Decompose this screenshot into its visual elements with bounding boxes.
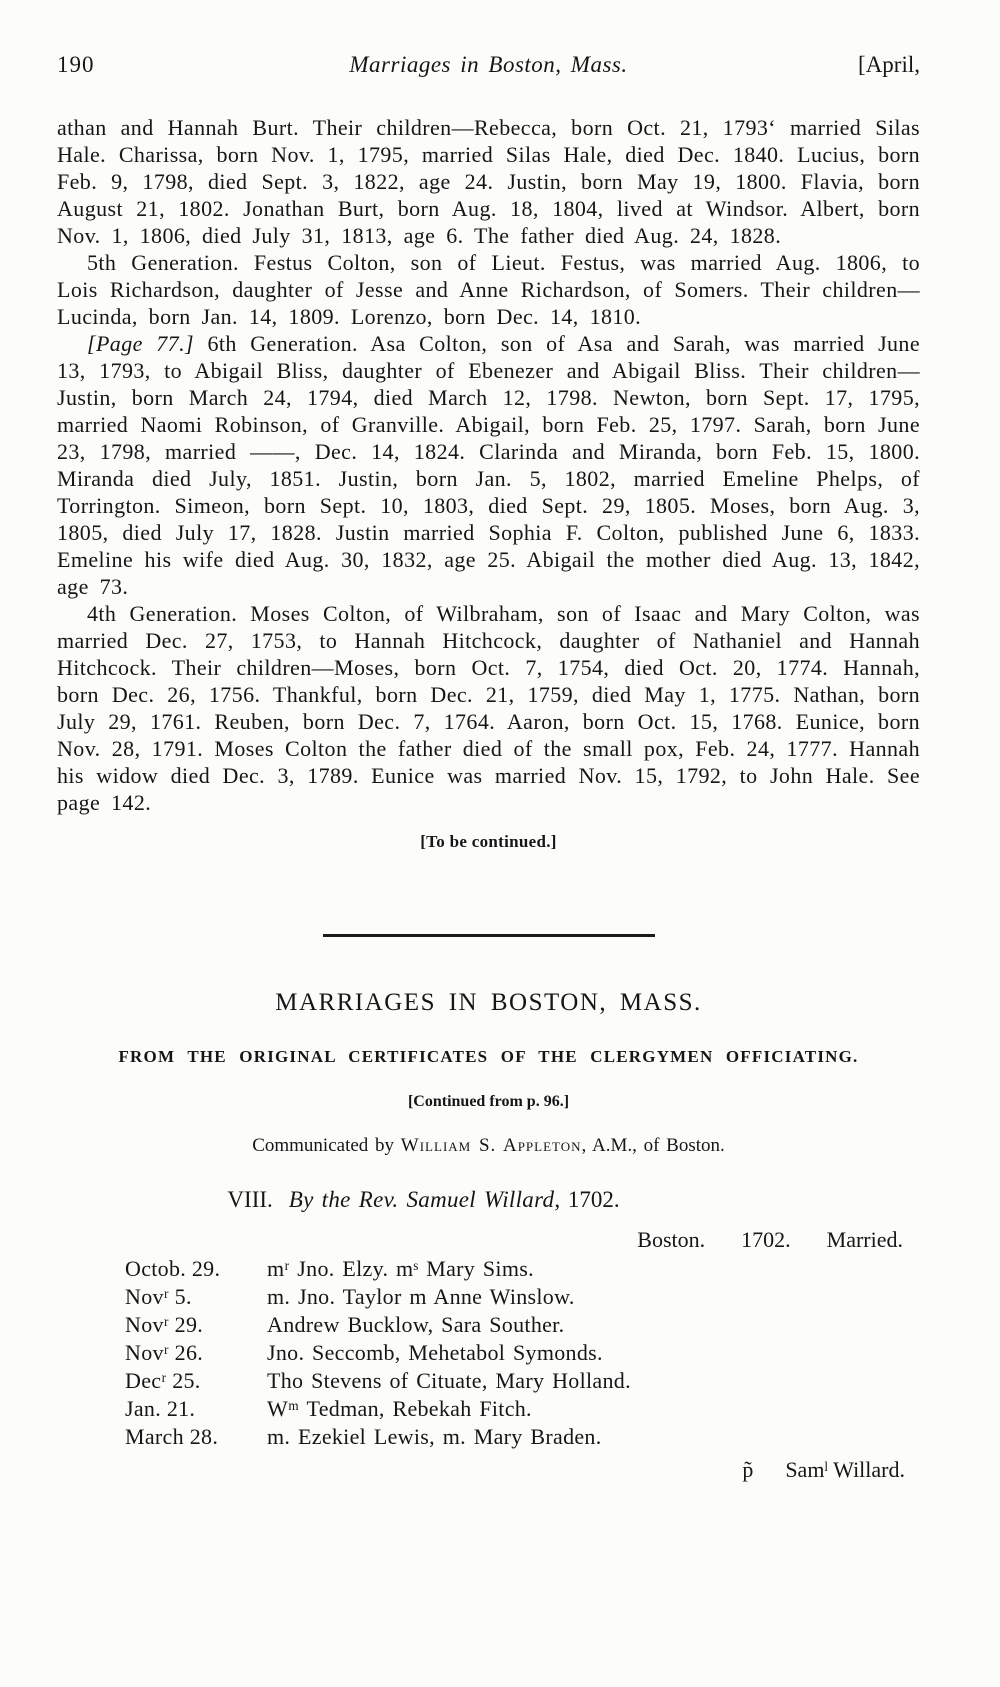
record-row [125, 1339, 920, 1367]
paragraph-5th-generation: 5th Generation. Festus Colton, son of Lieut. Festus, was married Aug. 1806, to Lois Richardson, daughter of Jesse and Anne Richardson, of Somers. Their children—Lucinda, born Jan. 14, 1809. Lorenzo, born Dec. 14, 1810. [57, 250, 920, 329]
record-names: Tho Stevens of Cituate, Mary Holland. [267, 1368, 631, 1393]
record-date: Decʳ 25. [125, 1368, 201, 1393]
record-row [125, 1423, 920, 1451]
record-header-year: 1702. [741, 1227, 791, 1252]
paragraph-burt-family: athan and Hannah Burt. Their children—Rebecca, born Oct. 21, 1793‘ married Silas Hale. Charissa, born Nov. 1, 1795, married Silas Hale, died Dec. 1840. Lucius, born Feb. 9, 1798, died Sept. 3, 1822, age 24. Justin, born May 19, 1800. Flavia, born August 21, 1802. Jonathan Burt, born Aug. 18, 1804, lived at Windsor. Albert, born Nov. 1, 1806, died July 31, 1813, age 6. The father died Aug. 24, 1828. [57, 115, 920, 248]
section-divider-rule [323, 934, 655, 937]
section-title: MARRIAGES IN BOSTON, MASS. [275, 989, 702, 1016]
genealogy-text [57, 114, 920, 816]
signer-name: Samˡ Willard. [785, 1457, 905, 1482]
record-date: March 28. [125, 1424, 219, 1449]
section-subtitle: FROM THE ORIGINAL CERTIFICATES OF THE CLERGYMEN OFFICIATING. [118, 1047, 859, 1066]
to-be-continued-note: [To be continued.] [420, 832, 557, 851]
record-header [57, 1227, 903, 1253]
record-names: Jno. Seccomb, Mehetabol Symonds. [267, 1340, 603, 1365]
record-names: mʳ Jno. Elzy. mˢ Mary Sims. [267, 1256, 534, 1281]
record-header-place: Boston. [637, 1227, 706, 1252]
page-reference: [Page 77.] [87, 331, 194, 356]
marriage-records-list [125, 1255, 920, 1451]
record-names: Wᵐ Tedman, Rebekah Fitch. [267, 1396, 532, 1421]
record-names: m. Jno. Taylor m Anne Winslow. [267, 1284, 575, 1309]
record-names: m. Ezekiel Lewis, m. Mary Braden. [267, 1424, 602, 1449]
contributor-name: William S. Appleton [400, 1135, 582, 1156]
paragraph-6th-generation-text: 6th Generation. Asa Colton, son of Asa and Sarah, was married June 13, 1793, to Abigail Bliss, daughter of Ebenezer and Abigail Bliss. Their children—Justin, born March 24, 1794, died March 12, 1798. Newton, born Sept. 17, 1795, married Naomi Robinson, of Granville. Abigail, born Feb. 25, 1797. Sarah, born June 23, 1798, married ——, Dec. 14, 1824. Clarinda and Miranda, born Feb. 15, 1800. Miranda died July, 1851. Justin, born Jan. 5, 1802, married Emeline Phelps, of Torrington. Simeon, born Sept. 10, 1803, died Sept. 29, 1805. Moses, born Aug. 3, 1805, died July 17, 1828. Justin married Sophia F. Colton, published June 6, 1833. Emeline his wife died Aug. 30, 1832, age 25. Abigail the mother died Aug. 13, 1842, age 73. [57, 331, 920, 599]
running-title: Marriages in Boston, Mass. [349, 52, 628, 77]
record-row [125, 1367, 920, 1395]
per-abbreviation: p̃ [742, 1457, 754, 1482]
page-number: 190 [57, 52, 95, 77]
record-date: Novʳ 26. [125, 1340, 204, 1365]
record-date: Novʳ 5. [125, 1284, 192, 1309]
issue-date: [April, [858, 52, 920, 77]
record-header-married-label: Married. [826, 1227, 903, 1252]
record-date: Jan. 21. [125, 1396, 196, 1421]
communicated-suffix: , A.M., of Boston. [581, 1135, 725, 1156]
entry-number: VIII. [227, 1187, 273, 1212]
continued-from-note: [Continued from p. 96.] [407, 1093, 570, 1110]
entry-heading [57, 1187, 790, 1213]
paragraph-6th-generation [57, 330, 920, 600]
record-row [125, 1311, 920, 1339]
communicated-prefix: Communicated by [252, 1135, 401, 1156]
record-date: Octob. 29. [125, 1256, 221, 1281]
entry-title: By the Rev. Samuel Willard [288, 1187, 555, 1212]
record-row [125, 1395, 920, 1423]
record-names: Andrew Bucklow, Sara Souther. [267, 1312, 565, 1337]
record-row [125, 1255, 920, 1283]
communicated-line [57, 1135, 920, 1157]
record-date: Novʳ 29. [125, 1312, 204, 1337]
clergyman-signature [57, 1457, 905, 1483]
entry-year: , 1702. [554, 1187, 620, 1212]
paragraph-4th-generation: 4th Generation. Moses Colton, of Wilbraham, son of Isaac and Mary Colton, was married Dec. 27, 1753, to Hannah Hitchcock, daughter of Nathaniel and Hannah Hitchcock. Their children—Moses, born Oct. 7, 1754, died Oct. 20, 1774. Hannah, born Dec. 26, 1756. Thankful, born Dec. 21, 1759, died May 1, 1775. Nathan, born July 29, 1761. Reuben, born Dec. 7, 1764. Aaron, born Oct. 15, 1768. Eunice, born Nov. 28, 1791. Moses Colton the father died of the small pox, Feb. 24, 1777. Hannah his widow died Dec. 3, 1789. Eunice was married Nov. 15, 1792, to John Hale. See page 142. [57, 601, 920, 815]
running-header [57, 52, 920, 78]
record-row [125, 1283, 920, 1311]
